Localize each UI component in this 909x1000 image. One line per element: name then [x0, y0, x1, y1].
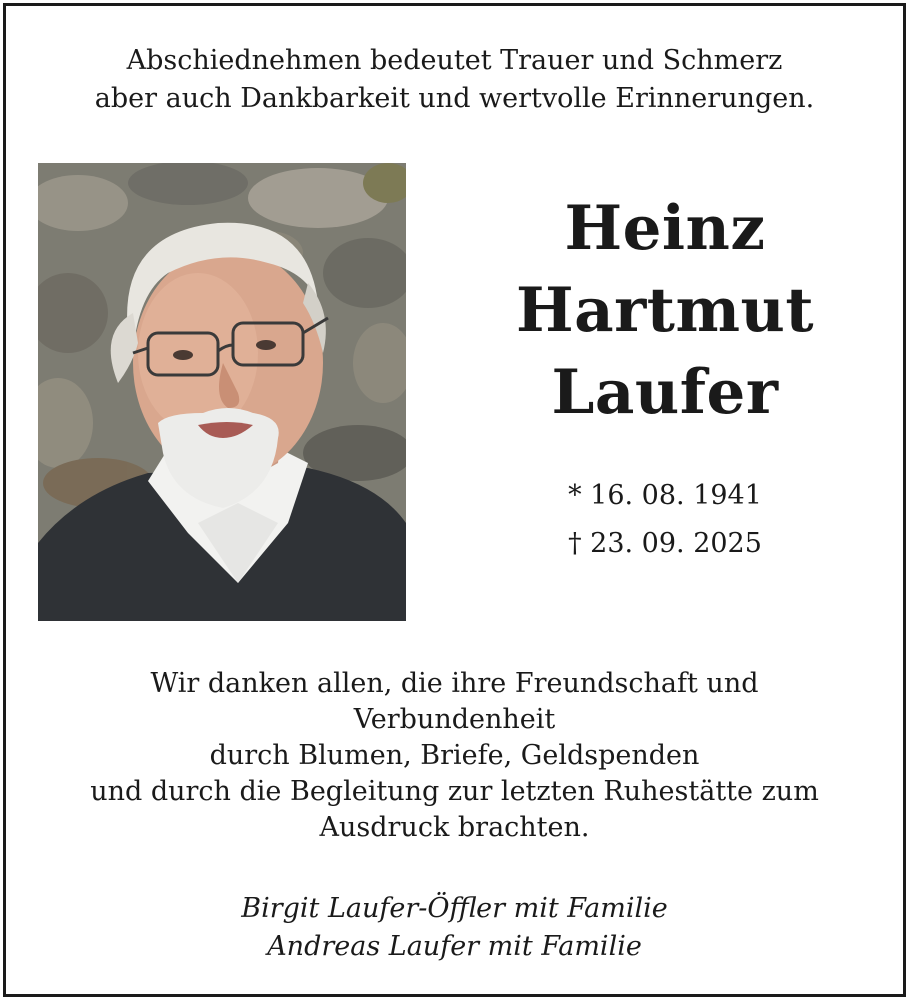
portrait-image	[38, 163, 406, 621]
middle-name: Hartmut	[515, 275, 815, 346]
intro-line-2: aber auch Dankbarkeit und wertvolle Erinnerungen.	[94, 83, 815, 114]
first-name: Heinz	[564, 193, 766, 264]
deceased-name	[440, 188, 890, 434]
thanks-line-2: Verbundenheit	[353, 704, 556, 735]
death-date: † 23. 09. 2025	[568, 528, 762, 559]
portrait-photo	[38, 163, 406, 621]
thanks-line-4: und durch die Begleitung zur letzten Ruhestätte zum	[90, 776, 819, 807]
thanks-line-1: Wir danken allen, die ihre Freundschaft und	[150, 668, 759, 699]
last-name: Laufer	[551, 357, 779, 428]
signer-2: Andreas Laufer mit Familie	[267, 931, 642, 962]
intro-line-1: Abschiednehmen bedeutet Trauer und Schmerz	[126, 45, 783, 76]
intro-text	[0, 42, 909, 118]
life-dates	[440, 472, 890, 568]
thanks-text	[0, 666, 909, 846]
signer-1: Birgit Laufer-Öffler mit Familie	[241, 893, 668, 924]
thanks-line-3: durch Blumen, Briefe, Geldspenden	[209, 740, 700, 771]
birth-date: * 16. 08. 1941	[568, 480, 762, 511]
thanks-line-5: Ausdruck brachten.	[319, 812, 590, 843]
signers	[0, 890, 909, 966]
